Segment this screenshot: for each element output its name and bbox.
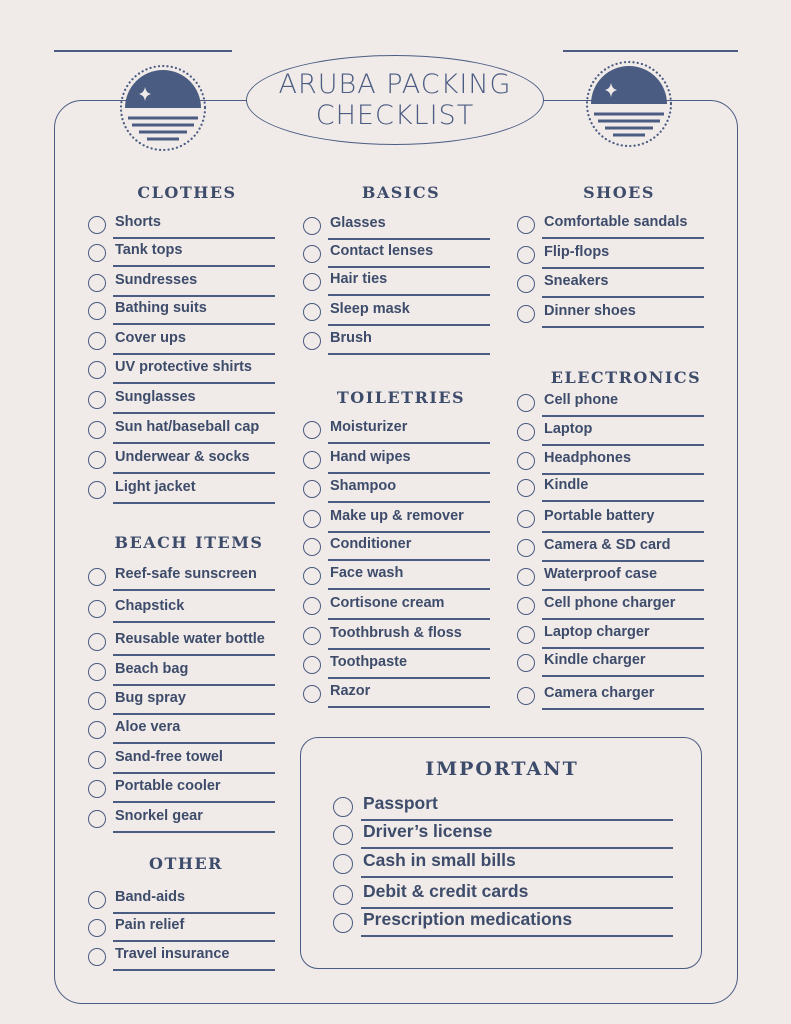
item-underline <box>542 560 704 562</box>
item-underline <box>113 801 275 803</box>
checkbox-circle[interactable] <box>517 510 535 528</box>
checklist-item-label: Cell phone charger <box>544 595 676 611</box>
section-title-important: IMPORTANT <box>425 758 579 780</box>
checkbox-circle[interactable] <box>88 451 106 469</box>
checklist-item-label: Light jacket <box>115 479 196 495</box>
checkbox-circle[interactable] <box>517 539 535 557</box>
checkbox-circle[interactable] <box>88 274 106 292</box>
item-underline <box>328 618 490 620</box>
checkbox-circle[interactable] <box>88 780 106 798</box>
checklist-item-label: Band-aids <box>115 889 186 905</box>
section-title-shoes: SHOES <box>583 183 655 202</box>
item-underline <box>542 531 704 533</box>
checklist-item-label: Tank tops <box>115 242 183 258</box>
checkbox-circle[interactable] <box>88 244 106 262</box>
checklist-item-label: UV protective shirts <box>115 359 252 375</box>
checklist-item-label: Dinner shoes <box>544 303 636 319</box>
checklist-item-label: Cell phone <box>544 392 619 408</box>
checklist-item-label: Shorts <box>115 214 161 230</box>
checkbox-circle[interactable] <box>88 891 106 909</box>
item-underline <box>113 353 275 355</box>
item-underline <box>113 831 275 833</box>
checklist-item-label: Glasses <box>330 215 386 231</box>
checkbox-circle[interactable] <box>88 216 106 234</box>
checkbox-circle[interactable] <box>88 302 106 320</box>
checklist-item-label: Toothbrush & floss <box>330 625 462 641</box>
checklist-item-label: Conditioner <box>330 536 412 552</box>
checklist-item-label: Shampoo <box>330 478 397 494</box>
checkbox-circle[interactable] <box>517 394 535 412</box>
moon-over-water-icon <box>584 59 674 149</box>
item-underline <box>113 237 275 239</box>
checkbox-circle[interactable] <box>88 948 106 966</box>
checkbox-circle[interactable] <box>517 275 535 293</box>
checkbox-circle[interactable] <box>517 597 535 615</box>
item-underline <box>542 444 704 446</box>
checkbox-circle[interactable] <box>88 663 106 681</box>
section-title-clothes: CLOTHES <box>137 183 237 202</box>
checklist-item-label: Cover ups <box>115 330 186 346</box>
checklist-item-label: Aloe vera <box>115 719 181 735</box>
checkbox-circle[interactable] <box>88 600 106 618</box>
checkbox-circle[interactable] <box>517 305 535 323</box>
item-underline <box>113 412 275 414</box>
checklist-item-label: Flip-flops <box>544 244 610 260</box>
checklist-item-label: Moisturizer <box>330 419 408 435</box>
checklist-item-label: Portable cooler <box>115 778 221 794</box>
checklist-item-label: Sun hat/baseball cap <box>115 419 260 435</box>
checkbox-circle[interactable] <box>88 568 106 586</box>
checklist-item-label: Bathing suits <box>115 300 207 316</box>
checkbox-circle[interactable] <box>88 692 106 710</box>
top-left-line <box>54 50 232 52</box>
item-underline <box>113 442 275 444</box>
item-underline <box>113 940 275 942</box>
checkbox-circle[interactable] <box>303 217 321 235</box>
checkbox-circle[interactable] <box>88 721 106 739</box>
checkbox-circle[interactable] <box>303 538 321 556</box>
checklist-item-label: Camera & SD card <box>544 537 671 553</box>
checkbox-circle[interactable] <box>333 913 353 933</box>
item-underline <box>542 237 704 239</box>
item-underline <box>328 472 490 474</box>
item-underline <box>328 648 490 650</box>
checkbox-circle[interactable] <box>88 633 106 651</box>
item-underline <box>328 238 490 240</box>
checkbox-circle[interactable] <box>333 825 353 845</box>
item-underline <box>113 621 275 623</box>
item-underline <box>328 266 490 268</box>
checklist-item-label: Cortisone cream <box>330 595 445 611</box>
checkbox-circle[interactable] <box>303 685 321 703</box>
checkbox-circle[interactable] <box>517 246 535 264</box>
checklist-item-label: Reef-safe sunscreen <box>115 566 257 582</box>
item-underline <box>113 742 275 744</box>
checklist-item-label: Chapstick <box>115 598 185 614</box>
checklist-item-label: Portable battery <box>544 508 655 524</box>
item-underline <box>328 588 490 590</box>
item-underline <box>542 326 704 328</box>
checklist-item-label: Sundresses <box>115 272 198 288</box>
checkbox-circle[interactable] <box>88 481 106 499</box>
checklist-item-label: Sneakers <box>544 273 609 289</box>
checkbox-circle[interactable] <box>303 421 321 439</box>
checkbox-circle[interactable] <box>303 245 321 263</box>
checkbox-circle[interactable] <box>88 919 106 937</box>
item-underline <box>328 559 490 561</box>
checkbox-circle[interactable] <box>303 303 321 321</box>
checkbox-circle[interactable] <box>88 361 106 379</box>
checklist-item-label: Kindle <box>544 477 589 493</box>
checkbox-circle[interactable] <box>88 421 106 439</box>
checklist-item-label: Toothpaste <box>330 654 408 670</box>
checkbox-circle[interactable] <box>517 216 535 234</box>
title-oval <box>246 55 544 145</box>
section-title-basics: BASICS <box>361 183 441 202</box>
item-underline <box>328 706 490 708</box>
checklist-item-label: Underwear & socks <box>115 449 250 465</box>
checklist-item-label: Brush <box>330 330 372 346</box>
checkbox-circle[interactable] <box>88 810 106 828</box>
checkbox-circle[interactable] <box>517 452 535 470</box>
item-underline <box>361 876 673 878</box>
checkbox-circle[interactable] <box>303 627 321 645</box>
checkbox-circle[interactable] <box>517 626 535 644</box>
checkbox-circle[interactable] <box>303 273 321 291</box>
item-underline <box>328 324 490 326</box>
checklist-item-label: Beach bag <box>115 661 189 677</box>
item-underline <box>113 684 275 686</box>
item-underline <box>113 323 275 325</box>
checklist-item-label: Waterproof case <box>544 566 658 582</box>
item-underline <box>542 500 704 502</box>
checkbox-circle[interactable] <box>303 656 321 674</box>
section-title-other: OTHER <box>149 854 223 873</box>
checkbox-circle[interactable] <box>303 597 321 615</box>
checkbox-circle[interactable] <box>303 332 321 350</box>
top-right-line <box>563 50 738 52</box>
checklist-item-label: Laptop <box>544 421 593 437</box>
item-underline <box>113 265 275 267</box>
page-title-line1: ARUBA PACKING <box>278 69 512 100</box>
item-underline <box>542 647 704 649</box>
checkbox-circle[interactable] <box>517 687 535 705</box>
item-underline <box>113 912 275 914</box>
section-title-toiletries: TOILETRIES <box>336 388 466 407</box>
item-underline <box>113 295 275 297</box>
checkbox-circle[interactable] <box>333 797 353 817</box>
page-title-line2: CHECKLIST <box>315 100 475 131</box>
item-underline <box>361 847 673 849</box>
item-underline <box>113 472 275 474</box>
checkbox-circle[interactable] <box>517 568 535 586</box>
item-underline <box>542 296 704 298</box>
item-underline <box>542 267 704 269</box>
checklist-item-label: Comfortable sandals <box>544 214 688 230</box>
item-underline <box>542 589 704 591</box>
item-underline <box>113 713 275 715</box>
item-underline <box>113 382 275 384</box>
checkbox-circle[interactable] <box>303 567 321 585</box>
checkbox-circle[interactable] <box>303 510 321 528</box>
checkbox-circle[interactable] <box>303 480 321 498</box>
section-title-electronics: ELECTRONICS <box>550 368 702 387</box>
checkbox-circle[interactable] <box>517 423 535 441</box>
item-underline <box>328 531 490 533</box>
checklist-item-label: Make up & remover <box>330 508 464 524</box>
checklist-item-label: Camera charger <box>544 685 655 701</box>
section-title-beach-items: BEACH ITEMS <box>114 533 264 552</box>
checklist-item-label: Razor <box>330 683 371 699</box>
item-underline <box>113 502 275 504</box>
checklist-item-label: Sand-free towel <box>115 749 223 765</box>
checklist-item-label: Debit & credit cards <box>363 881 529 901</box>
checklist-item-label: Passport <box>363 793 438 813</box>
item-underline <box>328 442 490 444</box>
item-underline <box>542 415 704 417</box>
checklist-item-label: Hair ties <box>330 271 388 287</box>
item-underline <box>113 969 275 971</box>
item-underline <box>542 708 704 710</box>
moon-over-water-icon <box>118 63 208 153</box>
checklist-item-label: Bug spray <box>115 690 186 706</box>
checklist-item-label: Sleep mask <box>330 301 410 317</box>
checklist-item-label: Sunglasses <box>115 389 196 405</box>
item-underline <box>328 294 490 296</box>
item-underline <box>361 935 673 937</box>
item-underline <box>542 675 704 677</box>
checklist-item-label: Driver’s license <box>363 821 493 841</box>
item-underline <box>328 353 490 355</box>
checklist-item-label: Hand wipes <box>330 449 411 465</box>
checklist-item-label: Headphones <box>544 450 632 466</box>
item-underline <box>113 772 275 774</box>
checkbox-circle[interactable] <box>88 751 106 769</box>
checklist-item-label: Kindle charger <box>544 652 646 668</box>
checklist-item-label: Laptop charger <box>544 624 650 640</box>
item-underline <box>542 473 704 475</box>
item-underline <box>113 654 275 656</box>
item-underline <box>113 589 275 591</box>
checkbox-circle[interactable] <box>303 451 321 469</box>
checklist-item-label: Cash in small bills <box>363 850 516 870</box>
checkbox-circle[interactable] <box>333 854 353 874</box>
item-underline <box>328 501 490 503</box>
checkbox-circle[interactable] <box>88 332 106 350</box>
checkbox-circle[interactable] <box>88 391 106 409</box>
checkbox-circle[interactable] <box>517 479 535 497</box>
checklist-item-label: Snorkel gear <box>115 808 203 824</box>
checklist-item-label: Reusable water bottle <box>115 631 265 647</box>
checklist-item-label: Face wash <box>330 565 404 581</box>
checklist-item-label: Contact lenses <box>330 243 434 259</box>
checklist-item-label: Travel insurance <box>115 946 230 962</box>
checkbox-circle[interactable] <box>517 654 535 672</box>
checklist-item-label: Pain relief <box>115 917 185 933</box>
item-underline <box>328 677 490 679</box>
checkbox-circle[interactable] <box>333 885 353 905</box>
item-underline <box>542 618 704 620</box>
checklist-item-label: Prescription medications <box>363 909 573 929</box>
